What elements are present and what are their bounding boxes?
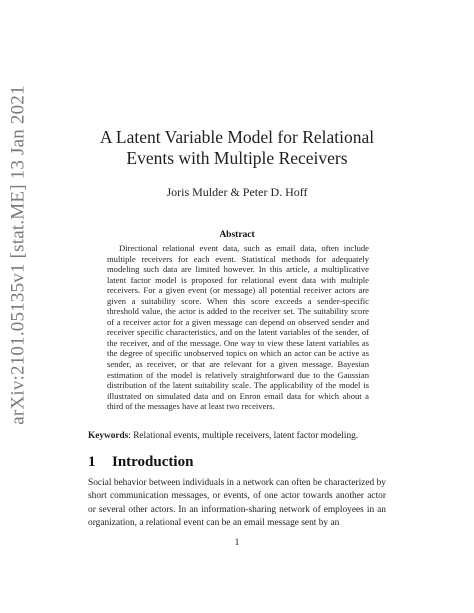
paper-authors: Joris Mulder & Peter D. Hoff [166,185,308,199]
paper-title: A Latent Variable Model for Relational Events with Multiple Receivers [99,127,375,168]
page-number: 1 [234,538,240,548]
section-heading-introduction [88,454,193,471]
keywords-text: : Relational events, multiple receivers, latent factor modeling. [128,431,359,441]
section-title: Introduction [112,454,194,470]
arxiv-identifier-stamp [6,75,32,435]
abstract-body: Directional relational event data, such as email data, often include multiple receivers for each event. Statistical methods for adequately modeling such data are limited however. In this article, a multiplicative latent factor model is proposed for relational event data with multiple receivers. For a given event (or message) all potential receiver actors are given a suitability score. When this score exceeds a sender-specific threshold value, the actor is added to the receiver set. The suitability score of a receiver actor for a given message can depend on observed sender and receiver specific characteristics, and on the latent variables of the sender, of the receiver, and of the message. One way to view these latent variables as the degree of specific unobserved topics on which an actor can be active as sender, as receiver, or that are relevant for a given message. Bayesian estimation of the model is relatively straightforward due to the Gaussian distribution of the latent suitability scale. The applicability of the model is illustrated on simulated data and on Enron email data for which about a third of the messages have at least two receivers. [107,243,369,412]
section-number: 1 [88,454,96,470]
abstract-heading: Abstract [219,230,255,240]
arxiv-identifier-text: arXiv:2101.05135v1 [stat.ME] 13 Jan 2021 [8,85,29,425]
keywords-label: Keywords [88,431,129,441]
introduction-paragraph: Social behavior between individuals in a network can often be characterized by short communication messages, or events, of one actor towards another actor or several other actors. In an information-sharing network of employees in an organization, a relational event can be an email message sent by an [88,478,386,528]
keywords-line [88,430,388,442]
